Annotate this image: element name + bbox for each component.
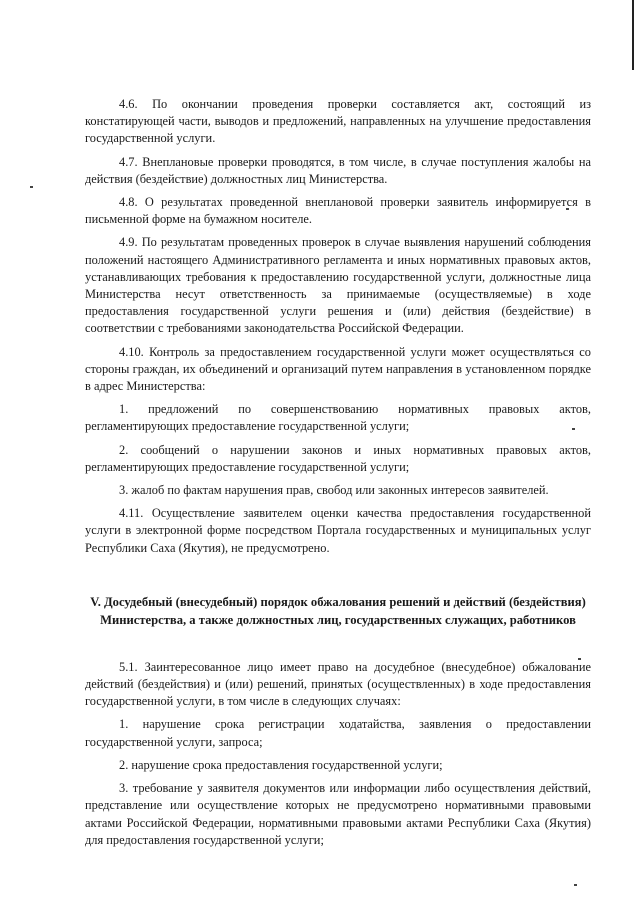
paragraph-4-9: 4.9. По результатам проведенных проверок в случае выявления нарушений соблюдения положений настоящего Административного регламента и иных нормативных правовых актов, устанавливающих требования к предоставлению государственной услуги, должностные лица Министерства несут ответственность за принимаемые (осуществляемые) в ходе предоставления государственной услуги решения и (или) действия (бездействие) в соответствии с требованиями законодательства Российской Федерации. — [85, 235, 591, 336]
paragraph-5-1: 5.1. Заинтересованное лицо имеет право на досудебное (внесудебное) обжалование действий (бездействия) и (или) решений, принятых (осуществленных) в ходе предоставления государственной услуги, в том числе в следующих случаях: — [85, 659, 591, 709]
list-item-4-10-2: 2. сообщений о нарушении законов и иных нормативных правовых актов, регламентирующих предоставление государственной услуги; — [85, 442, 591, 474]
document-page — [85, 96, 591, 855]
paragraph-4-11: 4.11. Осуществление заявителем оценки качества предоставления государственной услуги в электронной форме посредством Портала государственных и муниципальных услуг Республики Саха (Якутия), не предусмотрено. — [85, 506, 591, 555]
section-5-heading: V. Досудебный (внесудебный) порядок обжалования решений и действий (бездействия) Министерства, а также должностных лиц, государственных служащих, работников — [90, 594, 586, 627]
scan-edge-mark — [632, 0, 634, 70]
list-item-5-1-2: 2. нарушение срока предоставления государственной услуги; — [119, 757, 443, 772]
paragraph-4-6: 4.6. По окончании проведения проверки составляется акт, состоящий из констатирующей части, выводов и предложений, направленных на улучшение предоставления государственной услуги. — [85, 97, 591, 146]
list-item-4-10-3: 3. жалоб по фактам нарушения прав, свобод или законных интересов заявителей. — [119, 483, 549, 498]
list-item-4-10-1: 1. предложений по совершенствованию нормативных правовых актов, регламентирующих предоставление государственной услуги; — [85, 402, 591, 434]
list-item-5-1-1: 1. нарушение срока регистрации ходатайства, заявления о предоставлении государственной услуги, запроса; — [85, 717, 591, 749]
paragraph-4-8: 4.8. О результатах проведенной внеплановой проверки заявитель информируется в письменной форме на бумажном носителе. — [85, 195, 591, 227]
scan-speck — [574, 884, 577, 886]
paragraph-4-10: 4.10. Контроль за предоставлением государственной услуги может осуществляться со стороны граждан, их объединений и организаций путем направления в установленном порядке в адрес Министерства: — [85, 344, 591, 394]
paragraph-4-7: 4.7. Внеплановые проверки проводятся, в том числе, в случае поступления жалобы на действия (бездействие) должностных лиц Министерства. — [85, 154, 591, 186]
scan-speck — [30, 186, 33, 188]
list-item-5-1-3: 3. требование у заявителя документов или информации либо осуществления действий, представление или осуществление которых не предусмотрено нормативными правовыми актами Российской Федерации, нормативными правовыми актами Республики Саха (Якутия) для предоставления государственной услуги; — [85, 781, 591, 847]
